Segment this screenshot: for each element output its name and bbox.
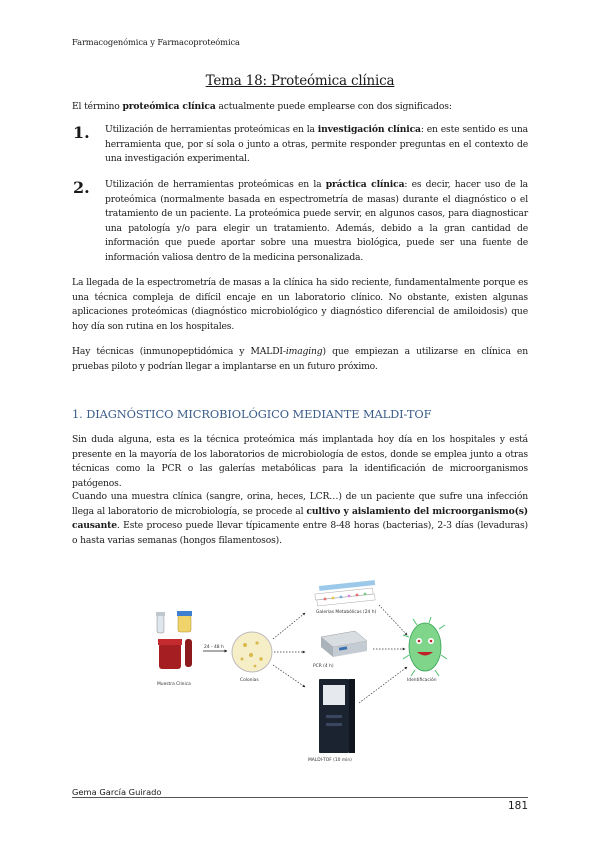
sample-bold-term: cultivo y aislamiento del microorganismo(s) causante	[72, 505, 528, 532]
time-label: 24 - 48 h	[204, 645, 224, 650]
metabolic-gallery-icon	[315, 580, 375, 606]
footer-author: Gema García Guirado	[72, 787, 162, 797]
page-number: 181	[508, 800, 529, 812]
sample-paragraph	[72, 490, 528, 548]
list-bold-term: investigación clínica	[317, 124, 421, 135]
techniques-text: Hay técnicas (inmunopeptidómica y MALDI-	[72, 346, 286, 357]
section-heading: 1. DIAGNÓSTICO MICROBIOLÓGICO MEDIANTE MALDI-TOF	[72, 407, 432, 421]
sample-tubes-icon	[156, 611, 192, 669]
arrival-paragraph: La llegada de la espectrometría de masas a la clínica ha sido reciente, fundamentalmente porque es una técnica compleja de difícil encaje en un laboratorio clínico. No obstante, existen algunas aplicaciones proteómicas (diagnóstico microbiológico y diagnóstico diferencial de amiloidosis) que hoy día son rutina en los hospitales.	[72, 277, 528, 332]
intro-text-end: actualmente puede emplearse con dos significados:	[215, 101, 452, 112]
list-item-text	[105, 178, 528, 266]
techniques-text-end: ) que empiezan a utilizarse en clínica en pruebas piloto y podrían llegar a implantarse en un futuro próximo.	[72, 346, 528, 372]
list-text-end: : en este sentido es una herramienta que, por sí sola o junto a otras, permite responder preguntas en el contexto de una investigación experimental.	[105, 124, 528, 165]
maldi-tof-icon	[319, 679, 355, 753]
footer-divider	[72, 797, 528, 798]
intro-paragraph	[72, 100, 528, 115]
techniques-paragraph	[72, 345, 528, 374]
colonies-label: Colonias	[240, 678, 259, 683]
list-item-text	[105, 123, 528, 167]
galleries-label: Galerías Metabólicas (24 h)	[316, 610, 377, 615]
intro-bold-term: proteómica clínica	[122, 101, 216, 112]
sample-text-end: . Este proceso puede llevar típicamente entre 8-48 horas (bacterias), 2-3 días (levaduras) o hasta varias semanas (hongos filamentosos).	[72, 520, 528, 546]
pcr-machine-icon	[321, 631, 367, 657]
list-text: Utilización de herramientas proteómicas en la	[105, 179, 326, 190]
list-bold-term: práctica clínica	[325, 179, 405, 190]
intro-text: El término	[72, 101, 123, 112]
list-item	[73, 178, 528, 266]
petri-dish-icon	[232, 632, 272, 672]
workflow-figure	[145, 575, 465, 810]
sample-text: Cuando una muestra clínica (sangre, orina, heces, LCR…) de un paciente que sufre una infección llega al laboratorio de microbiología, se procede al	[72, 491, 528, 517]
running-header: Farmacogenómica y Farmacoproteómica	[72, 37, 240, 47]
list-number: 1.	[73, 123, 90, 142]
pcr-label: PCR (4 h)	[313, 664, 334, 669]
page-title: Tema 18: Proteómica clínica	[205, 73, 395, 89]
maldi-paragraph: Sin duda alguna, esta es la técnica proteómica más implantada hoy día en los hospitales y está presente en la mayoría de los laboratorios de microbiología de estos, donde se emplea junto a otras técnicas como la PCR o las galerías metabólicas para la identificación de microorganismos patógenos.	[72, 434, 528, 489]
list-number: 2.	[73, 178, 90, 197]
sample-label: Muestra Clínica	[157, 682, 191, 687]
list-text-end: : es decir, hacer uso de la proteómica (normalmente basada en espectrometría de masas) durante el diagnóstico o el tratamiento de un paciente. La proteómica puede servir, en algunos casos, para diagnosticar una patología y/o para elegir un tratamiento. Además, debido a la gran cantidad de información que puede aportar sobre una muestra biológica, puede ser una fuente de información valiosa dentro de la medicina personalizada.	[105, 179, 528, 263]
maldi-label: MALDI-TOF (10 min)	[308, 758, 352, 763]
list-text: Utilización de herramientas proteómicas en la	[105, 124, 318, 135]
identification-label: Identificación	[407, 678, 437, 683]
microorganism-icon	[403, 617, 447, 676]
techniques-italic-term: imaging	[285, 346, 323, 357]
list-item	[73, 123, 528, 167]
